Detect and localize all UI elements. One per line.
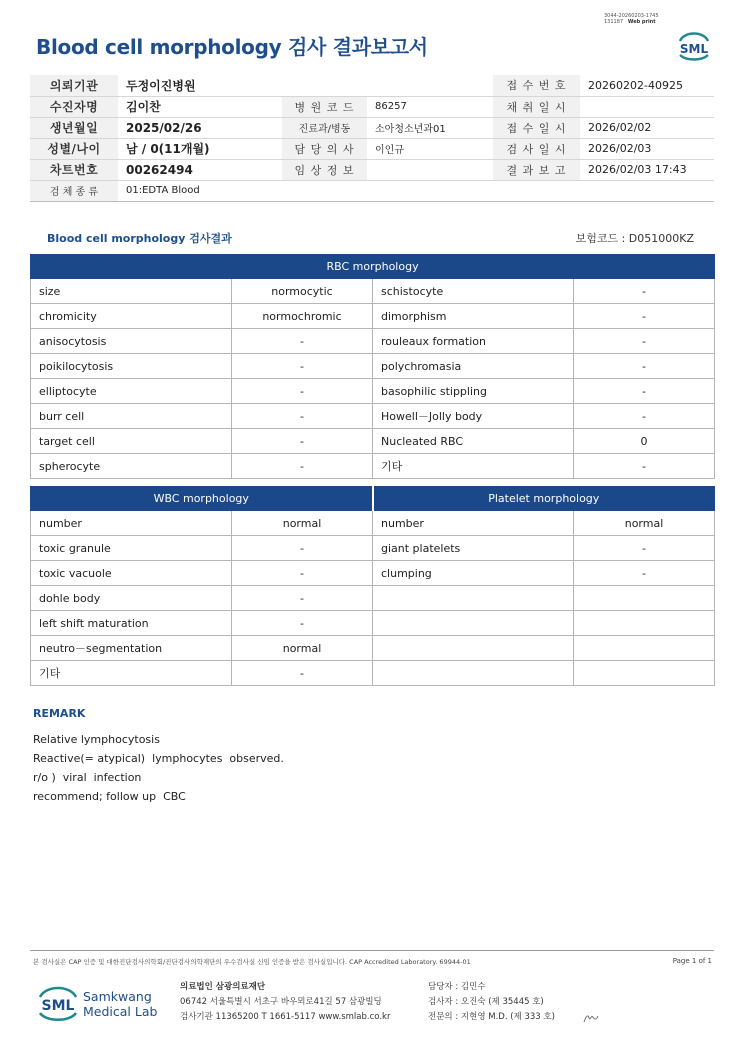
remark-title: REMARK (33, 707, 86, 720)
samkwang-logo-icon (36, 980, 80, 1024)
table-cell: dimorphism (373, 304, 574, 329)
table-cell (373, 636, 574, 661)
info-label: 성별/나이 (30, 138, 118, 159)
info-value (367, 75, 493, 96)
logo-text: SML (679, 42, 709, 56)
table-cell: normal (574, 511, 715, 536)
info-value: 소아청소년과01 (367, 117, 493, 138)
logo-bottom-text: SML (41, 998, 75, 1014)
table-cell (574, 636, 715, 661)
table-cell: - (232, 586, 373, 611)
info-value: 20260202-40925 (580, 75, 714, 96)
page-number: Page 1 of 1 (672, 957, 712, 965)
table-cell: chromicity (31, 304, 232, 329)
info-value: 남 / 0(11개월) (118, 138, 282, 159)
staff-row (428, 980, 555, 995)
patient-info-table (30, 75, 714, 202)
table-cell: toxic vacuole (31, 561, 232, 586)
staff-label: 전문의 : (428, 1012, 459, 1022)
staff-row (428, 1010, 555, 1025)
table-cell (373, 611, 574, 636)
info-value: 86257 (367, 96, 493, 117)
table-cell: poikilocytosis (31, 354, 232, 379)
info-label: 검 사 일 시 (493, 138, 580, 159)
info-label: 수진자명 (30, 96, 118, 117)
remark-line: Reactive(= atypical) lymphocytes observed. (33, 752, 284, 765)
table-cell: clumping (373, 561, 574, 586)
table-cell (574, 611, 715, 636)
table-cell: - (574, 536, 715, 561)
info-value: 이인규 (367, 138, 493, 159)
info-label: 접 수 번 호 (493, 75, 580, 96)
table-cell: neutro－segmentation (31, 636, 232, 661)
table-cell: - (232, 329, 373, 354)
remark-text (33, 730, 284, 806)
brand-name (83, 989, 157, 1019)
certification-note: 본 검사실은 CAP 인증 및 대한진단검사의학회/진단검사의학재단의 우수검사실 신임 인증을 받은 검사실입니다. CAP Accredited Laboratory. 69944-01 (33, 958, 471, 966)
footer-divider (30, 950, 714, 951)
info-value: 2025/02/26 (118, 117, 282, 138)
table-cell: size (31, 279, 232, 304)
staff-value: 오진숙 (제 35445 호) (460, 997, 544, 1007)
table-cell: toxic granule (31, 536, 232, 561)
table-cell: anisocytosis (31, 329, 232, 354)
wbc-platelet-header-row (31, 487, 715, 511)
organization-info (180, 980, 390, 1025)
table-cell: - (574, 279, 715, 304)
table-row (31, 454, 715, 479)
rbc-header: RBC morphology (31, 255, 715, 279)
document-id (604, 13, 684, 25)
table-cell (373, 586, 574, 611)
brand-line2: Medical Lab (83, 1004, 158, 1019)
table-cell: spherocyte (31, 454, 232, 479)
table-cell: - (574, 454, 715, 479)
wbc-platelet-morphology-table (30, 486, 715, 686)
organization-contact: 검사기관 11365200 T 1661-5117 www.smlab.co.kr (180, 1012, 391, 1022)
table-cell: dohle body (31, 586, 232, 611)
staff-label: 담당자 : (428, 982, 459, 992)
table-cell: number (31, 511, 232, 536)
info-row (30, 159, 714, 180)
table-cell: - (574, 379, 715, 404)
table-row (31, 379, 715, 404)
table-cell: rouleaux formation (373, 329, 574, 354)
table-row (31, 536, 715, 561)
table-row (31, 611, 715, 636)
table-cell: - (232, 611, 373, 636)
table-cell: target cell (31, 429, 232, 454)
rbc-header-row (31, 255, 715, 279)
report-title: Blood cell morphology 검사 결과보고서 (36, 35, 428, 59)
table-cell: burr cell (31, 404, 232, 429)
table-cell: giant platelets (373, 536, 574, 561)
table-cell: - (232, 536, 373, 561)
info-value (580, 96, 714, 117)
table-cell: - (232, 454, 373, 479)
rbc-morphology-table (30, 254, 715, 479)
info-label: 진료과/병동 (282, 117, 367, 138)
info-label: 병 원 코 드 (282, 96, 367, 117)
table-row (31, 329, 715, 354)
document-id-line1: 3044-20260203-1745 (604, 13, 659, 19)
specimen-row (30, 180, 714, 201)
table-cell: - (232, 661, 373, 686)
info-label: 접 수 일 시 (493, 117, 580, 138)
table-cell: normochromic (232, 304, 373, 329)
signature-icon (582, 1012, 600, 1024)
info-value: 2026/02/02 (580, 117, 714, 138)
wbc-header: WBC morphology (31, 487, 373, 511)
table-cell: - (232, 561, 373, 586)
table-cell: number (373, 511, 574, 536)
staff-value: 김민수 (460, 982, 486, 992)
info-value: 두정이진병원 (118, 75, 282, 96)
remark-line: recommend; follow up CBC (33, 790, 186, 803)
table-cell: - (232, 404, 373, 429)
staff-value: 지현영 M.D. (제 333 호) (460, 1012, 555, 1022)
table-cell: polychromasia (373, 354, 574, 379)
table-row (31, 404, 715, 429)
info-label: 의뢰기관 (30, 75, 118, 96)
table-row (31, 304, 715, 329)
table-cell: schistocyte (373, 279, 574, 304)
sml-logo (674, 27, 714, 63)
staff-row (428, 995, 555, 1010)
info-row (30, 75, 714, 96)
info-label: 생년월일 (30, 117, 118, 138)
info-label: 차트번호 (30, 159, 118, 180)
table-cell (574, 586, 715, 611)
staff-info (428, 980, 555, 1025)
info-value: 김이찬 (118, 96, 282, 117)
specimen-label: 검 체 종 류 (30, 180, 118, 201)
table-cell (373, 661, 574, 686)
platelet-header: Platelet morphology (373, 487, 715, 511)
table-cell: left shift maturation (31, 611, 232, 636)
table-cell: - (232, 379, 373, 404)
table-cell (574, 661, 715, 686)
remark-line: r/o ) viral infection (33, 771, 142, 784)
table-row (31, 636, 715, 661)
info-label: 임 상 정 보 (282, 159, 367, 180)
info-label (282, 75, 367, 96)
table-cell: - (574, 404, 715, 429)
web-print-label: Web print (627, 19, 656, 25)
info-value (367, 159, 493, 180)
results-section-title: Blood cell morphology 검사결과 (47, 232, 232, 245)
organization-address: 06742 서울특별시 서초구 바우뫼로41길 57 삼광빌딩 (180, 997, 382, 1007)
organization-name: 의료법인 삼광의료재단 (180, 982, 266, 992)
table-cell: - (232, 354, 373, 379)
info-row (30, 117, 714, 138)
table-cell: elliptocyte (31, 379, 232, 404)
brand-line1: Samkwang (83, 989, 152, 1004)
table-cell: - (574, 561, 715, 586)
results-section-header (30, 227, 714, 249)
remark-line: Relative lymphocytosis (33, 733, 160, 746)
info-label: 담 당 의 사 (282, 138, 367, 159)
document-id-line2: 131187 (604, 19, 624, 25)
table-cell: normal (232, 511, 373, 536)
info-label: 채 취 일 시 (493, 96, 580, 117)
table-row (31, 511, 715, 536)
info-value: 2026/02/03 17:43 (580, 159, 714, 180)
table-row (31, 561, 715, 586)
table-cell: Nucleated RBC (373, 429, 574, 454)
table-row (31, 354, 715, 379)
info-label: 결 과 보 고 (493, 159, 580, 180)
table-cell: 0 (574, 429, 715, 454)
table-cell: basophilic stippling (373, 379, 574, 404)
table-cell: Howell－Jolly body (373, 404, 574, 429)
table-row (31, 586, 715, 611)
table-cell: normocytic (232, 279, 373, 304)
table-row (31, 661, 715, 686)
table-row (31, 279, 715, 304)
info-row (30, 138, 714, 159)
table-cell: - (574, 329, 715, 354)
table-cell: 기타 (373, 454, 574, 479)
insurance-code: 보험코드 : D051000KZ (575, 232, 694, 245)
info-value: 2026/02/03 (580, 138, 714, 159)
table-row (31, 429, 715, 454)
info-row (30, 96, 714, 117)
table-cell: - (232, 429, 373, 454)
table-cell: - (574, 354, 715, 379)
table-cell: 기타 (31, 661, 232, 686)
staff-label: 검사자 : (428, 997, 459, 1007)
specimen-value: 01:EDTA Blood (118, 180, 714, 201)
table-cell: - (574, 304, 715, 329)
info-value: 00262494 (118, 159, 282, 180)
table-cell: normal (232, 636, 373, 661)
